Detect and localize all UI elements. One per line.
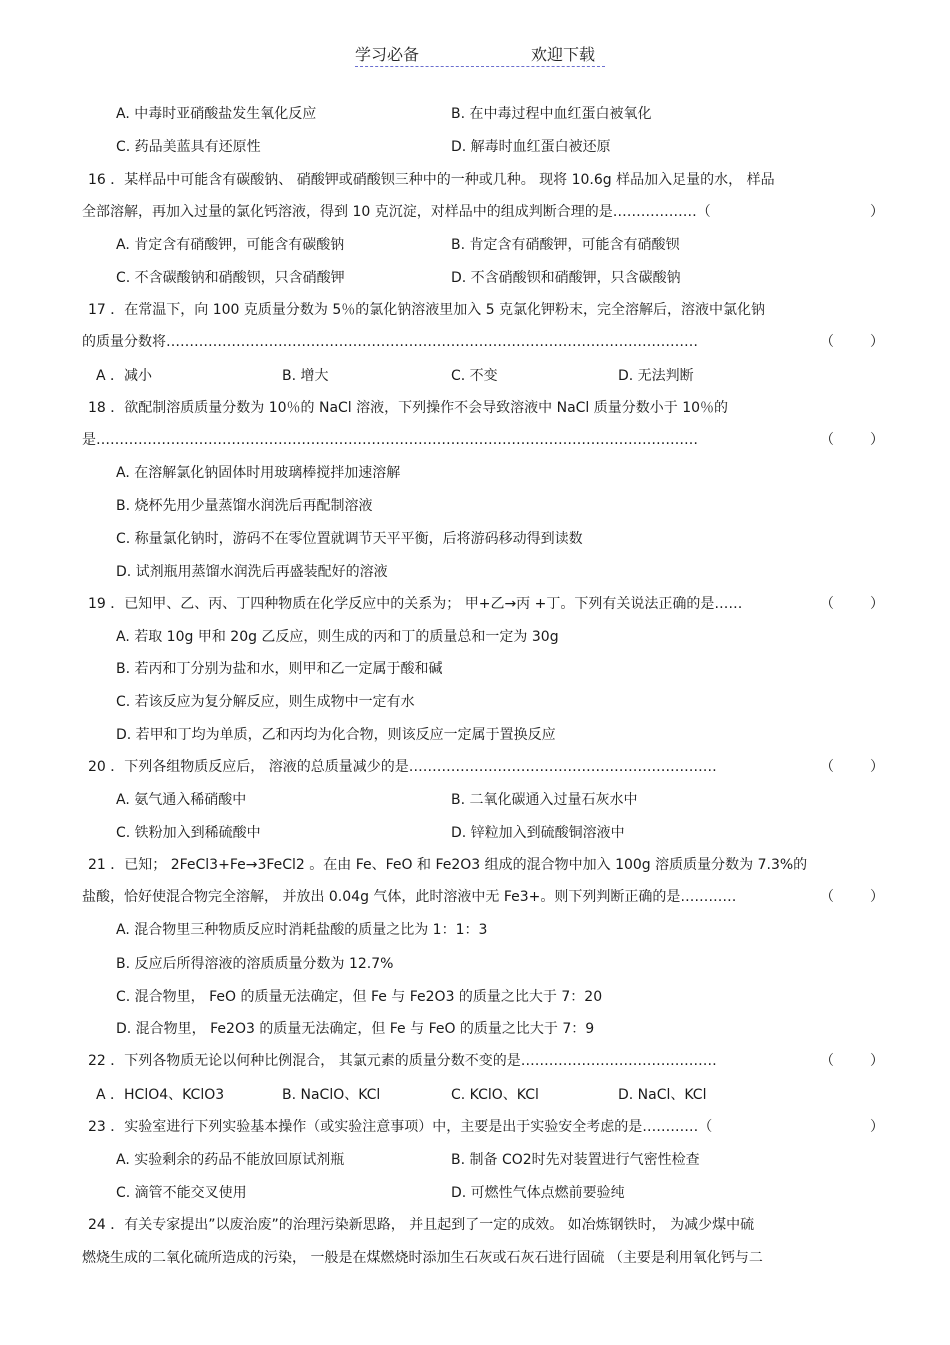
q20-option-a: A. 氨气通入稀硝酸中 [116,792,247,808]
q22-option-c: C. KClO、KCl [451,1087,539,1103]
q15-option-c: C. 药品美蓝具有还原性 [116,139,261,155]
q18-option-d: D. 试剂瓶用蒸馏水润洗后再盛装配好的溶液 [116,564,388,580]
q20-stem-line1: 20 ．下列各组物质反应后， 溶液的总质量减少的是………………………………………………………… [88,759,717,775]
q19-option-a: A. 若取 10g 甲和 20g 乙反应，则生成的丙和丁的质量总和一定为 30g [116,629,559,645]
q23-option-a: A. 实验剩余的药品不能放回原试剂瓶 [116,1152,345,1168]
q22-option-b: B. NaClO、KCl [282,1087,381,1103]
q23-option-c: C. 滴管不能交叉使用 [116,1185,247,1201]
q22-paren-close: ） [870,1053,884,1069]
q18-option-b: B. 烧杯先用少量蒸馏水润洗后再配制溶液 [116,498,373,514]
q23-paren-close: ） [870,1119,884,1135]
q15-option-d: D. 解毒时血红蛋白被还原 [451,139,611,155]
q17-paren-open: （ [820,334,834,350]
q16-stem-line2: 全部溶解，再加入过量的氯化钙溶液，得到 10 克沉淀，对样品中的组成判断合理的是………………（ [82,204,711,220]
q17-paren-close: ） [870,334,884,350]
q16-paren-close: ） [870,204,884,220]
q15-option-a: A. 中毒时亚硝酸盐发生氧化反应 [116,106,317,122]
q17-option-a: A ．减小 [96,368,153,384]
q21-option-d: D. 混合物里， Fe2O3 的质量无法确定，但 Fe 与 FeO 的质量之比大于 7：9 [116,1021,595,1037]
q20-option-c: C. 铁粉加入到稀硫酸中 [116,825,261,841]
page-header [355,42,605,67]
q24-stem-line1: 24 ．有关专家提出”以废治废”的治理污染新思路， 并且起到了一定的成效。 如冶炼钢铁时， 为减少煤中硫 [88,1217,755,1233]
q17-option-c: C. 不变 [451,368,498,384]
q20-option-b: B. 二氧化碳通入过量石灰水中 [451,792,638,808]
q22-stem-line1: 22 ．下列各物质无论以何种比例混合， 其氯元素的质量分数不变的是…………………………………… [88,1053,717,1069]
q18-option-c: C. 称量氯化钠时，游码不在零位置就调节天平平衡，后将游码移动得到读数 [116,531,583,547]
q21-option-c: C. 混合物里， FeO 的质量无法确定，但 Fe 与 Fe2O3 的质量之比大于 7：20 [116,989,603,1005]
q18-option-a: A. 在溶解氯化钠固体时用玻璃棒搅拌加速溶解 [116,465,401,481]
q17-stem-line2: 的质量分数将…………………………………………………………………………………………………… [82,334,698,350]
q16-option-b: B. 肯定含有硝酸钾，可能含有硝酸钡 [451,237,680,253]
q17-option-d: D. 无法判断 [618,368,694,384]
q16-option-c: C. 不含碳酸钠和硝酸钡，只含硝酸钾 [116,270,345,286]
q19-option-c: C. 若该反应为复分解反应，则生成物中一定有水 [116,694,415,710]
q19-option-d: D. 若甲和丁均为单质，乙和丙均为化合物，则该反应一定属于置换反应 [116,727,556,743]
q23-option-d: D. 可燃性气体点燃前要验纯 [451,1185,625,1201]
q20-paren-open: （ [820,759,834,775]
q17-stem-line1: 17 ．在常温下，向 100 克质量分数为 5％的氯化钠溶液里加入 5 克氯化钾粉末，完全溶解后，溶液中氯化钠 [88,302,766,318]
q15-option-b: B. 在中毒过程中血红蛋白被氧化 [451,106,652,122]
q22-option-d: D. NaCl、KCl [618,1087,707,1103]
q23-stem-line1: 23 ．实验室进行下列实验基本操作（或实验注意事项）中，主要是出于实验安全考虑的是…………（ [88,1119,713,1135]
q16-option-a: A. 肯定含有硝酸钾，可能含有碳酸钠 [116,237,345,253]
header-right-text: 欢迎下载 [531,45,596,64]
q19-paren-open: （ [820,596,834,612]
q16-option-d: D. 不含硝酸钡和硝酸钾，只含碳酸钠 [451,270,681,286]
q17-option-b: B. 增大 [282,368,329,384]
q20-option-d: D. 锌粒加入到硫酸铜溶液中 [451,825,625,841]
q21-option-b: B. 反应后所得溶液的溶质质量分数为 12.7% [116,956,394,972]
q19-option-b: B. 若丙和丁分别为盐和水，则甲和乙一定属于酸和碱 [116,661,443,677]
q18-paren-open: （ [820,432,834,448]
q23-option-b: B. 制备 CO2时先对装置进行气密性检查 [451,1152,700,1168]
q22-paren-open: （ [820,1053,834,1069]
q21-stem-line1: 21 ．已知； 2FeCl3+Fe→3FeCl2 。在由 Fe、FeO 和 Fe2O3 组成的混合物中加入 100g 溶质质量分数为 7.3%的 [88,857,808,873]
q21-stem-line2: 盐酸，恰好使混合物完全溶解， 并放出 0.04g 气体，此时溶液中无 Fe3+。则下列判断正确的是………… [82,889,737,905]
q22-option-a: A ．HClO4、KClO3 [96,1087,225,1103]
q16-stem-line1: 16 ．某样品中可能含有碳酸钠、 硝酸钾或硝酸钡三种中的一种或几种。 现将 10.6g 样品加入足量的水， 样品 [88,172,775,188]
q18-stem-line1: 18 ．欲配制溶质质量分数为 10％的 NaCl 溶液，下列操作不会导致溶液中 NaCl 质量分数小于 10％的 [88,400,729,416]
q21-paren-open: （ [820,889,834,905]
q19-stem-line1: 19 ．已知甲、乙、丙、丁四种物质在化学反应中的关系为； 甲+乙→丙 +丁。下列有关说法正确的是…… [88,596,743,612]
q21-paren-close: ） [870,889,884,905]
q24-stem-line2: 燃烧生成的二氧化硫所造成的污染， 一般是在煤燃烧时添加生石灰或石灰石进行固硫 （主要是利用氧化钙与二 [82,1250,763,1266]
q21-option-a: A. 混合物里三种物质反应时消耗盐酸的质量之比为 1：1：3 [116,922,488,938]
q19-paren-close: ） [870,596,884,612]
q18-paren-close: ） [870,432,884,448]
header-left-text: 学习必备 [355,45,420,64]
q20-paren-close: ） [870,759,884,775]
q18-stem-line2: 是………………………………………………………………………………………………………………… [82,432,698,448]
